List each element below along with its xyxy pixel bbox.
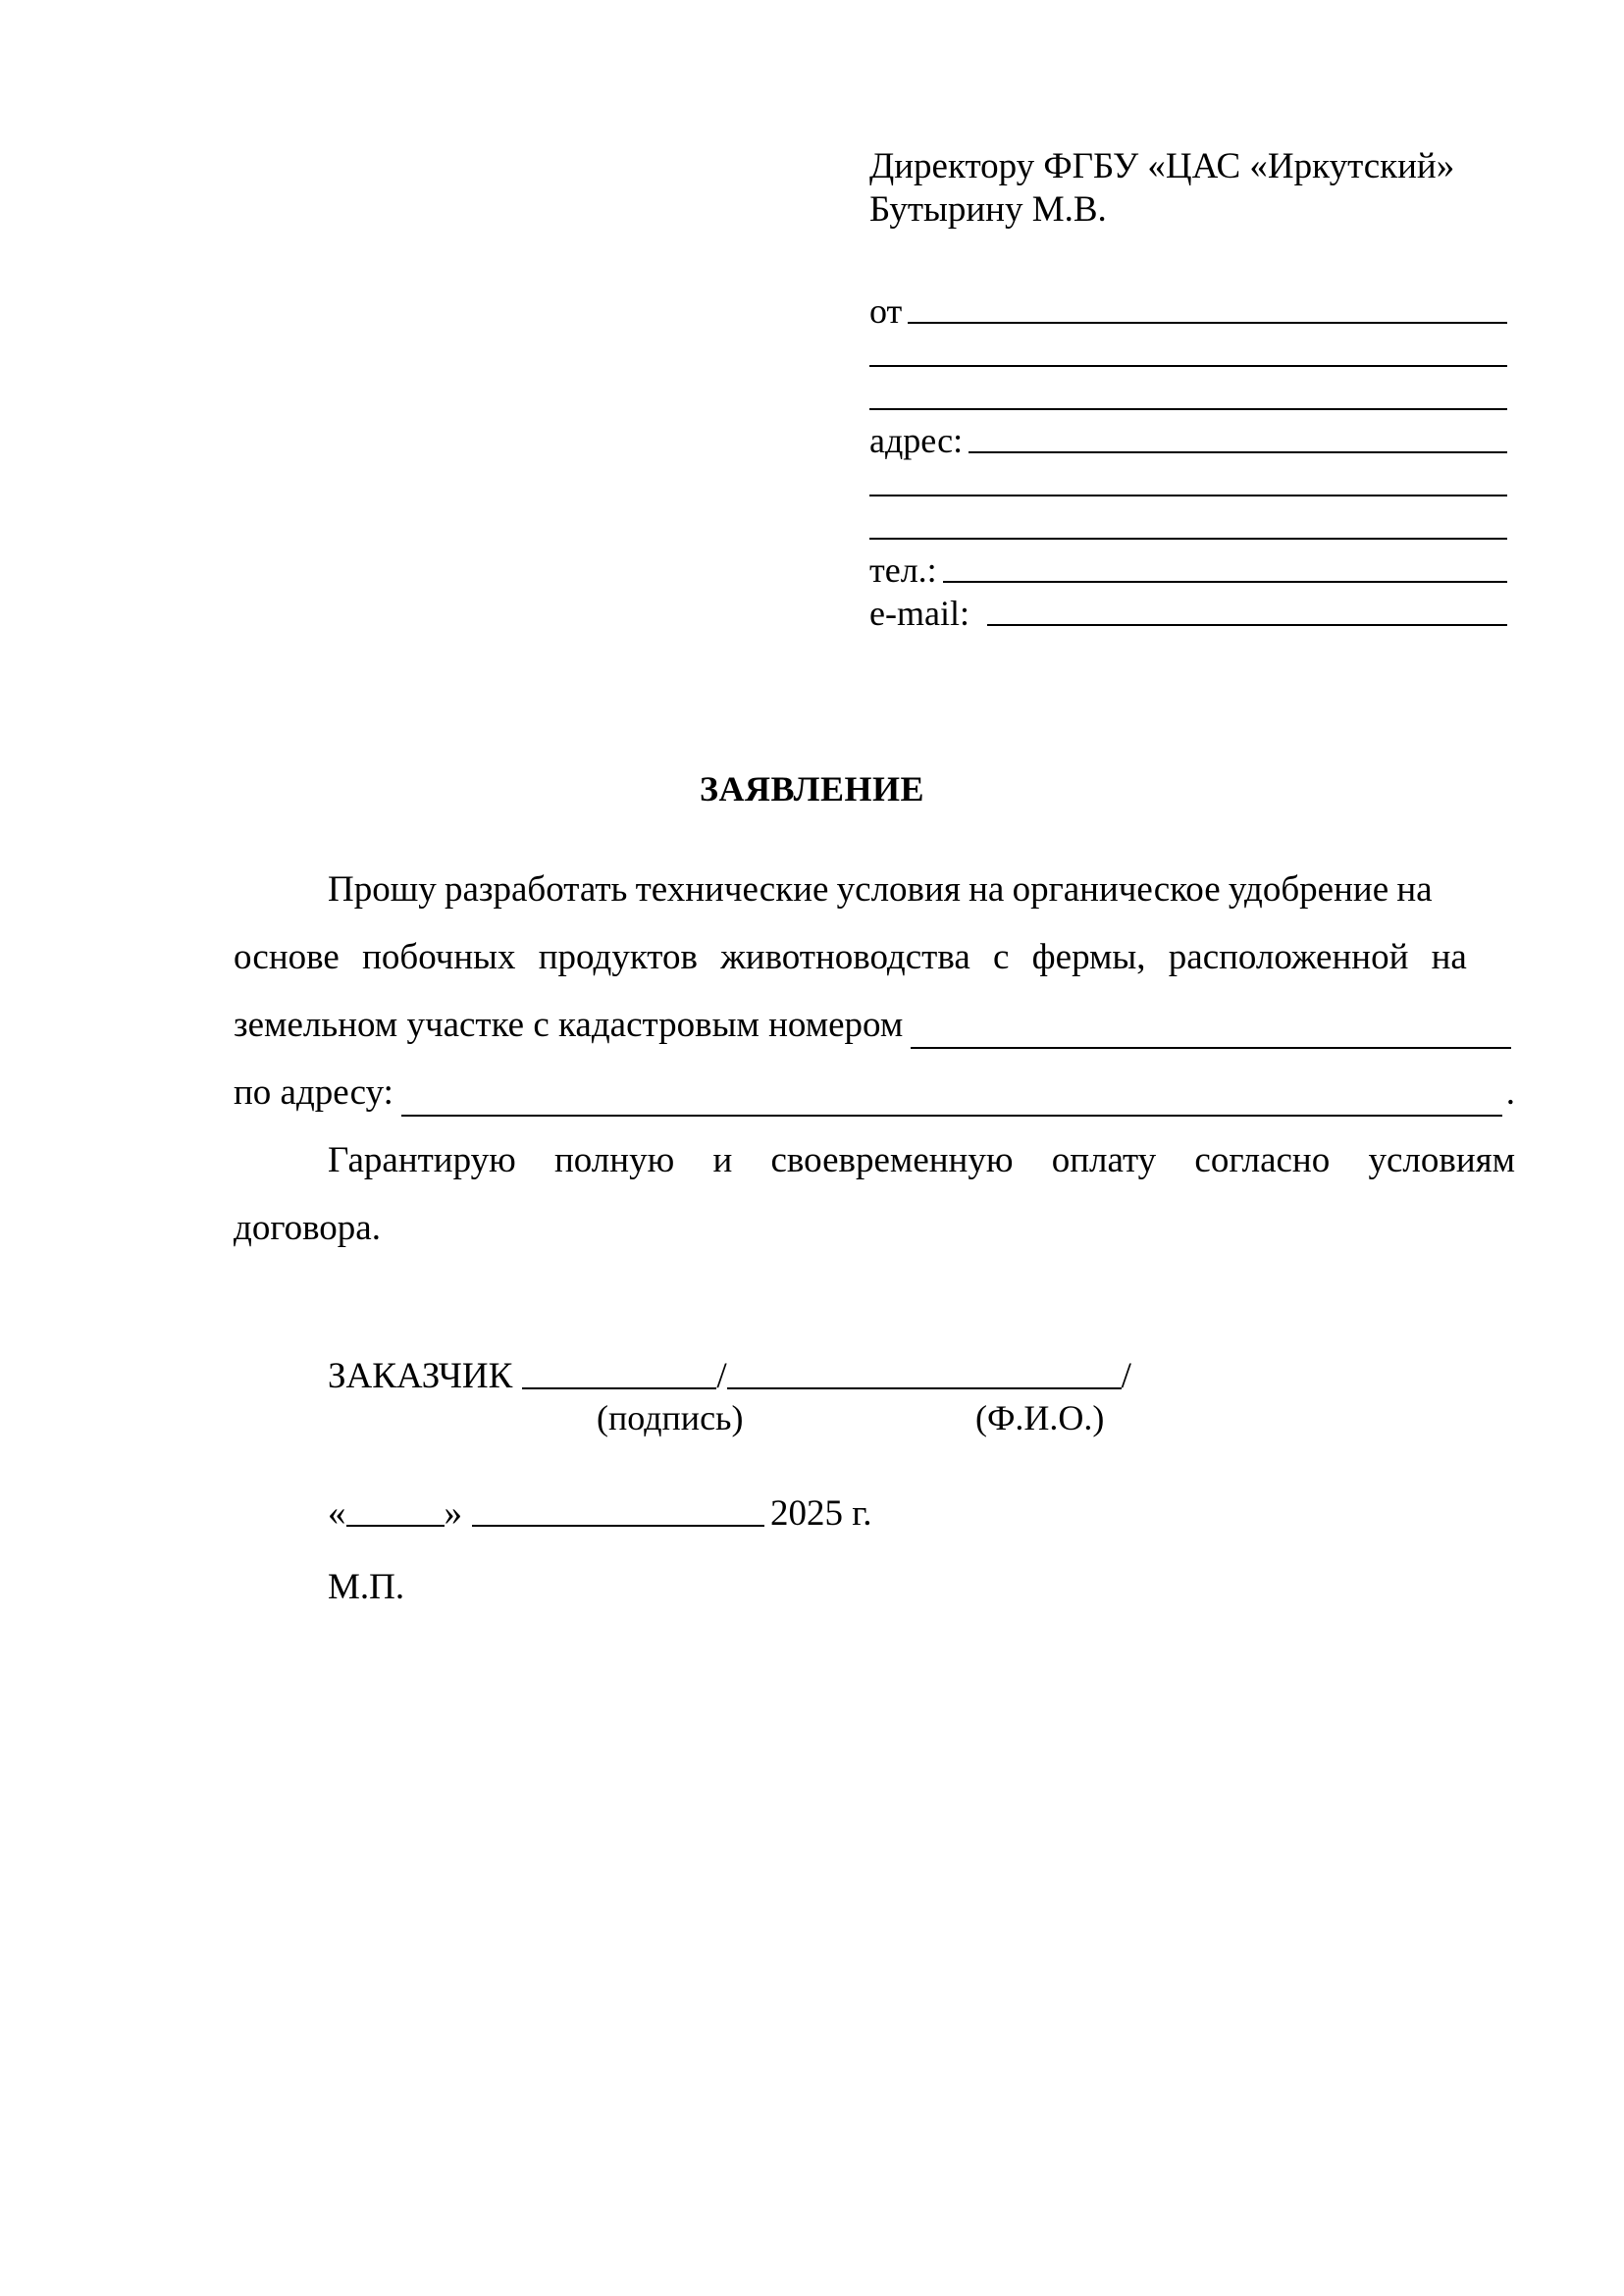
address-field-continuation-1[interactable] [869,461,1507,504]
from-blank-line[interactable] [908,322,1507,324]
from-label: от [869,291,903,331]
document-body [234,856,1515,1262]
address-blank-line-3[interactable] [869,538,1507,540]
applicant-fields [869,288,1507,634]
body-line-1 [234,856,1515,923]
email-blank-line[interactable] [987,624,1507,626]
object-address-period: . [1505,1072,1515,1113]
document-title: ЗАЯВЛЕНИЕ [700,769,924,809]
full-name-blank[interactable] [727,1387,1122,1389]
caption-full-name: (Ф.И.О.) [975,1398,1105,1437]
cadastral-number-blank[interactable] [911,1047,1511,1049]
signature-slash-1: / [716,1356,727,1396]
body-line-2 [234,923,1515,991]
caption-signature: (подпись) [597,1398,744,1437]
address-field[interactable] [869,418,1507,461]
stamp-place-label: М.П. [328,1567,405,1607]
day-blank[interactable] [346,1525,445,1527]
signature-slash-2: / [1121,1356,1131,1396]
signature-block [328,1354,1309,1440]
date-year: 2025 г. [770,1493,872,1534]
date-row [328,1491,872,1535]
object-address-label: по адресу: [234,1072,393,1113]
body-line-3 [234,991,1515,1059]
guarantee-text-line-1: Гарантирую полную и своевременную оплату согласно условиям [328,1140,1516,1180]
email-field[interactable] [869,591,1507,634]
email-label: e-mail: [869,594,969,633]
body-line-5 [234,1126,1515,1194]
date-close-quote: » [444,1493,462,1534]
signature-captions [328,1397,1309,1440]
address-field-continuation-2[interactable] [869,504,1507,548]
body-text-line-2: основе побочных продуктов животноводства с фермы, расположенной на [234,937,1467,977]
body-line-4 [234,1059,1515,1126]
from-blank-line-2[interactable] [869,365,1507,367]
from-field-continuation-2[interactable] [869,375,1507,418]
from-blank-line-3[interactable] [869,408,1507,410]
guarantee-text-line-2: договора. [234,1208,381,1248]
from-field[interactable] [869,288,1507,332]
address-blank-line[interactable] [969,451,1507,453]
signature-row [328,1354,1309,1397]
phone-field[interactable] [869,548,1507,591]
customer-label: ЗАКАЗЧИК [328,1356,513,1396]
body-line-6 [234,1194,1515,1262]
addressee-block [869,145,1507,232]
addressee-position: Директору ФГБУ «ЦАС «Иркутский» [869,146,1455,186]
address-label: адрес: [869,421,964,460]
phone-blank-line[interactable] [943,581,1507,583]
object-address-blank[interactable] [401,1115,1502,1117]
month-blank[interactable] [472,1525,764,1527]
date-open-quote: « [328,1493,346,1534]
body-text-line-1: Прошу разработать технические условия на органическое удобрение на [328,869,1433,910]
address-blank-line-2[interactable] [869,495,1507,496]
addressee-name: Бутырину М.В. [869,189,1107,230]
phone-label: тел.: [869,550,937,590]
from-field-continuation-1[interactable] [869,332,1507,375]
signature-blank[interactable] [522,1387,716,1389]
cadastral-label: земельном участке с кадастровым номером [234,1005,904,1045]
